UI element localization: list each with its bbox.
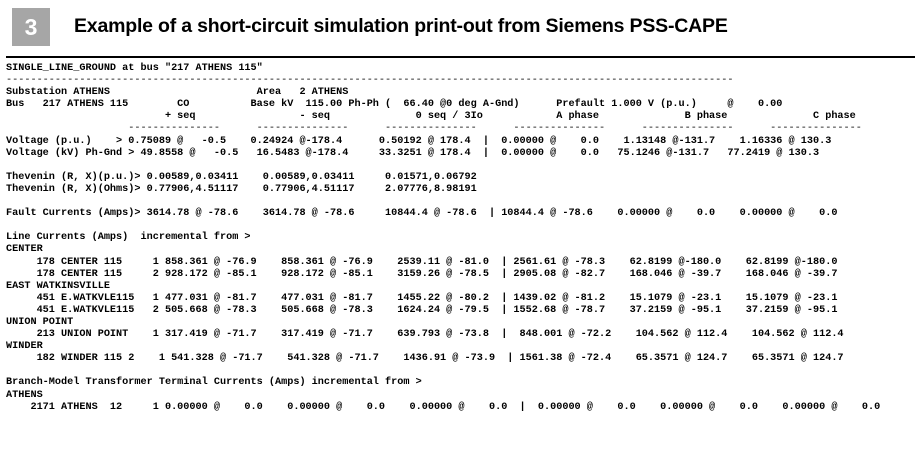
report-line: SINGLE_LINE_GROUND at bus "217 ATHENS 115"	[6, 63, 263, 74]
report-line: WINDER	[6, 341, 43, 353]
page-title: Example of a short-circuit simulation print-out from Siemens PSS-CAPE	[74, 14, 728, 37]
report-line: UNION POINT	[6, 316, 74, 328]
report-line	[6, 196, 921, 208]
report-line: CENTER	[6, 244, 43, 256]
report-line: ATHENS	[6, 389, 43, 401]
report-line: 178 CENTER 115 2 928.172 @ -85.1 928.172 @ -85.1 3159.26 @ -78.5 | 2905.08 @ -82.7 168.046 @ -39.7 168.046 @ -39.7	[6, 268, 838, 280]
report-line	[6, 220, 921, 232]
page-header	[0, 0, 921, 52]
report-line	[6, 365, 921, 377]
report-line: 451 E.WATKVLE115 2 505.668 @ -78.3 505.668 @ -78.3 1624.24 @ -79.5 | 1552.68 @ -78.7 37.2159 @ -95.1 37.2159 @ -95.1	[6, 304, 838, 316]
report-line: Branch-Model Transformer Terminal Currents (Amps) incremental from >	[6, 377, 422, 389]
report-line: 2171 ATHENS 12 1 0.00000 @ 0.0 0.00000 @ 0.0 0.00000 @ 0.0 | 0.00000 @ 0.0 0.00000 @ 0.0 0.00000 @ 0.0	[6, 401, 881, 413]
report-line	[6, 160, 921, 172]
report-line: 213 UNION POINT 1 317.419 @ -71.7 317.419 @ -71.7 639.793 @ -73.8 | 848.001 @ -72.2 104.562 @ 112.4 104.562 @ 112.4	[6, 329, 844, 341]
report-line: 182 WINDER 115 2 1 541.328 @ -71.7 541.328 @ -71.7 1436.91 @ -73.9 | 1561.38 @ -72.4 65.3571 @ 124.7 65.3571 @ 124.7	[6, 353, 844, 365]
report-line: --------------- --------------- --------------- --------------- --------------- ---------------	[6, 123, 862, 135]
report-line: Voltage (kV) Ph-Gnd > 49.8558 @ -0.5 16.5483 @-178.4 33.3251 @ 178.4 | 0.00000 @ 0.0 75.1246 @-131.7 77.2419 @ 130.3	[6, 147, 820, 159]
simulation-printout	[6, 63, 921, 414]
title-divider	[6, 56, 915, 58]
report-line: -----------------------------------------------------------------------------------------------------------------------	[6, 75, 734, 87]
report-line: Thevenin (R, X)(Ohms)> 0.77906,4.51117 0.77906,4.51117 2.07776,8.98191	[6, 183, 477, 195]
report-line: Line Currents (Amps) incremental from >	[6, 232, 251, 244]
report-line: Thevenin (R, X)(p.u.)> 0.00589,0.03411 0.00589,0.03411 0.01571,0.06792	[6, 171, 477, 183]
report-line: EAST WATKINSVILLE	[6, 280, 110, 292]
report-line: 178 CENTER 115 1 858.361 @ -76.9 858.361 @ -76.9 2539.11 @ -81.0 | 2561.61 @ -78.3 62.8199 @-180.0 62.8199 @-180.0	[6, 256, 838, 268]
slide-number-badge: 3	[12, 8, 50, 46]
report-line: Bus 217 ATHENS 115 CO Base kV 115.00 Ph-Ph ( 66.40 @0 deg A-Gnd) Prefault 1.000 V (p.u.) @ 0.00	[6, 99, 783, 111]
report-line: Substation ATHENS Area 2 ATHENS	[6, 87, 349, 99]
report-line: + seq - seq 0 seq / 3Io A phase B phase C phase	[6, 111, 856, 123]
report-line: 451 E.WATKVLE115 1 477.031 @ -81.7 477.031 @ -81.7 1455.22 @ -80.2 | 1439.02 @ -81.2 15.1079 @ -23.1 15.1079 @ -23.1	[6, 292, 838, 304]
report-line: Fault Currents (Amps)> 3614.78 @ -78.6 3614.78 @ -78.6 10844.4 @ -78.6 | 10844.4 @ -78.6 0.00000 @ 0.0 0.00000 @ 0.0	[6, 208, 838, 220]
report-line: Voltage (p.u.) > 0.75089 @ -0.5 0.24924 @-178.4 0.50192 @ 178.4 | 0.00000 @ 0.0 1.13148 @-131.7 1.16336 @ 130.3	[6, 135, 832, 147]
